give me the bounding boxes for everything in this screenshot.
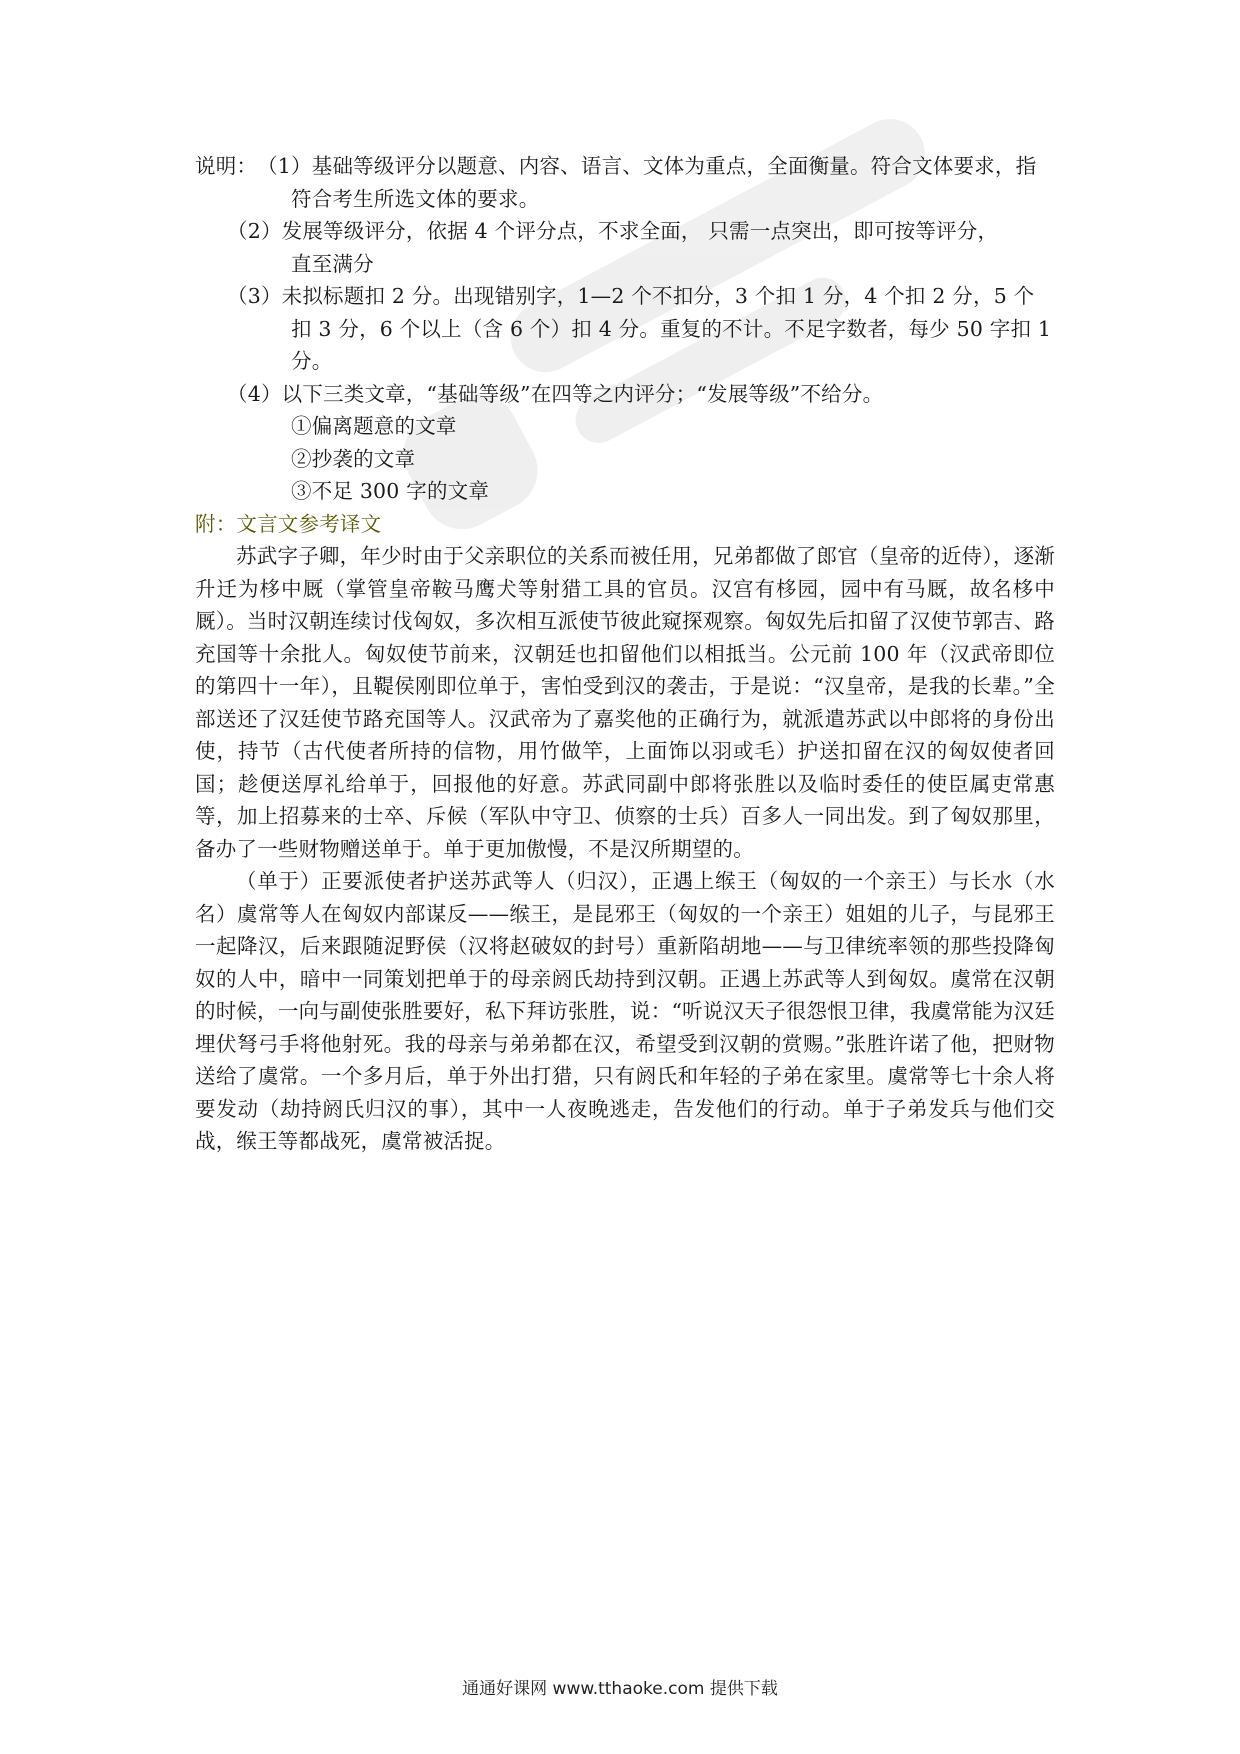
note-line-text: 直至满分 [291, 251, 374, 276]
note-number: （1） [257, 154, 312, 178]
note-line [195, 248, 1055, 281]
note-line-text: 扣 3 分，6 个以上（含 6 个）扣 4 分。重复的不计。不足字数者，每少 50 字扣 1 [291, 316, 1052, 341]
note-line: 基础等级评分以题意、内容、语言、文体为重点，全面衡量。符合文体要求，指 [311, 154, 1037, 178]
note-number: （2） [227, 219, 282, 243]
note-subitem-text: ①偏离题意的文章 [291, 414, 457, 438]
note-item-2 [195, 215, 1055, 248]
document-body [195, 150, 1055, 1158]
note-line-text: 符合考生所选文体的要求。 [291, 186, 540, 211]
note-number: （3） [227, 284, 282, 308]
note-line [195, 345, 1055, 378]
translation-paragraph-1: 苏武字子卿，年少时由于父亲职位的关系而被任用，兄弟都做了郎官（皇帝的近侍），逐渐升迁为栘中厩（掌管皇帝鞍马鹰犬等射猎工具的官员。汉宫有栘园，园中有马厩，故名栘中厩）。当时汉朝连续讨伐匈奴，多次相互派使节彼此窥探观察。匈奴先后扣留了汉使节郭吉、路充国等十余批人。匈奴使节前来，汉朝廷也扣留他们以相抵当。公元前 100 年（汉武帝即位的第四十一年），且鞮侯刚即位单于，害怕受到汉的袭击，于是说：“汉皇帝，是我的长辈。”全部送还了汉廷使节路充国等人。汉武帝为了嘉奖他的正确行为，就派遣苏武以中郎将的身份出使，持节（古代使者所持的信物，用竹做竿，上面饰以羽或毛）护送扣留在汉的匈奴使者回国；趁便送厚礼给单于，回报他的好意。苏武同副中郎将张胜以及临时委任的使臣属吏常惠等，加上招募来的士卒、斥候（军队中守卫、侦察的士兵）百多人一同出发。到了匈奴那里，备办了一些财物赠送单于。单于更加傲慢，不是汉所期望的。 [195, 544, 1055, 861]
note-line [195, 183, 1055, 216]
note-line: 以下三类文章，“基础等级”在四等之内评分；“发展等级”不给分。 [281, 381, 884, 406]
note-item-1 [195, 150, 1055, 183]
note-item-4 [195, 378, 1055, 411]
note-line-text: 分。 [291, 349, 333, 373]
note-subitem-text: ③不足 300 字的文章 [291, 479, 490, 503]
note-item-3 [195, 280, 1055, 313]
note-subitem [195, 410, 1055, 443]
note-line: 未拟标题扣 2 分。出现错别字，1—2 个不扣分，3 个扣 1 分，4 个扣 2 分，5 个 [281, 284, 1035, 308]
note-line [195, 313, 1055, 346]
note-subitem [195, 443, 1055, 476]
note-number: （4） [227, 381, 282, 406]
appendix-title: 附：文言文参考译文 [195, 511, 382, 536]
translation-paragraph-2: （单于）正要派使者护送苏武等人（归汉），正遇上缑王（匈奴的一个亲王）与长水（水名）虞常等人在匈奴内部谋反——缑王，是昆邪王（匈奴的一个亲王）姐姐的儿子，与昆邪王一起降汉，后来跟随浞野侯（汉将赵破奴的封号）重新陷胡地——与卫律统率领的那些投降匈奴的人中，暗中一同策划把单于的母亲阏氏劫持到汉朝。正遇上苏武等人到匈奴。虞常在汉朝的时候，一向与副使张胜要好，私下拜访张胜，说：“听说汉天子很怨恨卫律，我虞常能为汉廷埋伏弩弓手将他射死。我的母亲与弟弟都在汉，希望受到汉朝的赏赐。”张胜许诺了他，把财物送给了虞常。一个多月后，单于外出打猎，只有阏氏和年轻的子弟在家里。虞常等七十余人将要发动（劫持阏氏归汉的事），其中一人夜晚逃走，告发他们的行动。单于子弟发兵与他们交战，缑王等都战死，虞常被活捉。 [195, 869, 1055, 1153]
note-subitem [195, 475, 1055, 508]
note-subitem-text: ②抄袭的文章 [291, 446, 416, 471]
grading-notes [195, 150, 1055, 508]
page-footer: 通通好课网 www.tthaoke.com 提供下载 [462, 1679, 778, 1699]
note-line: 发展等级评分，依据 4 个评分点，不求全面， 只需一点突出，即可按等评分， [281, 219, 999, 243]
notes-label: 说明： [195, 154, 258, 178]
